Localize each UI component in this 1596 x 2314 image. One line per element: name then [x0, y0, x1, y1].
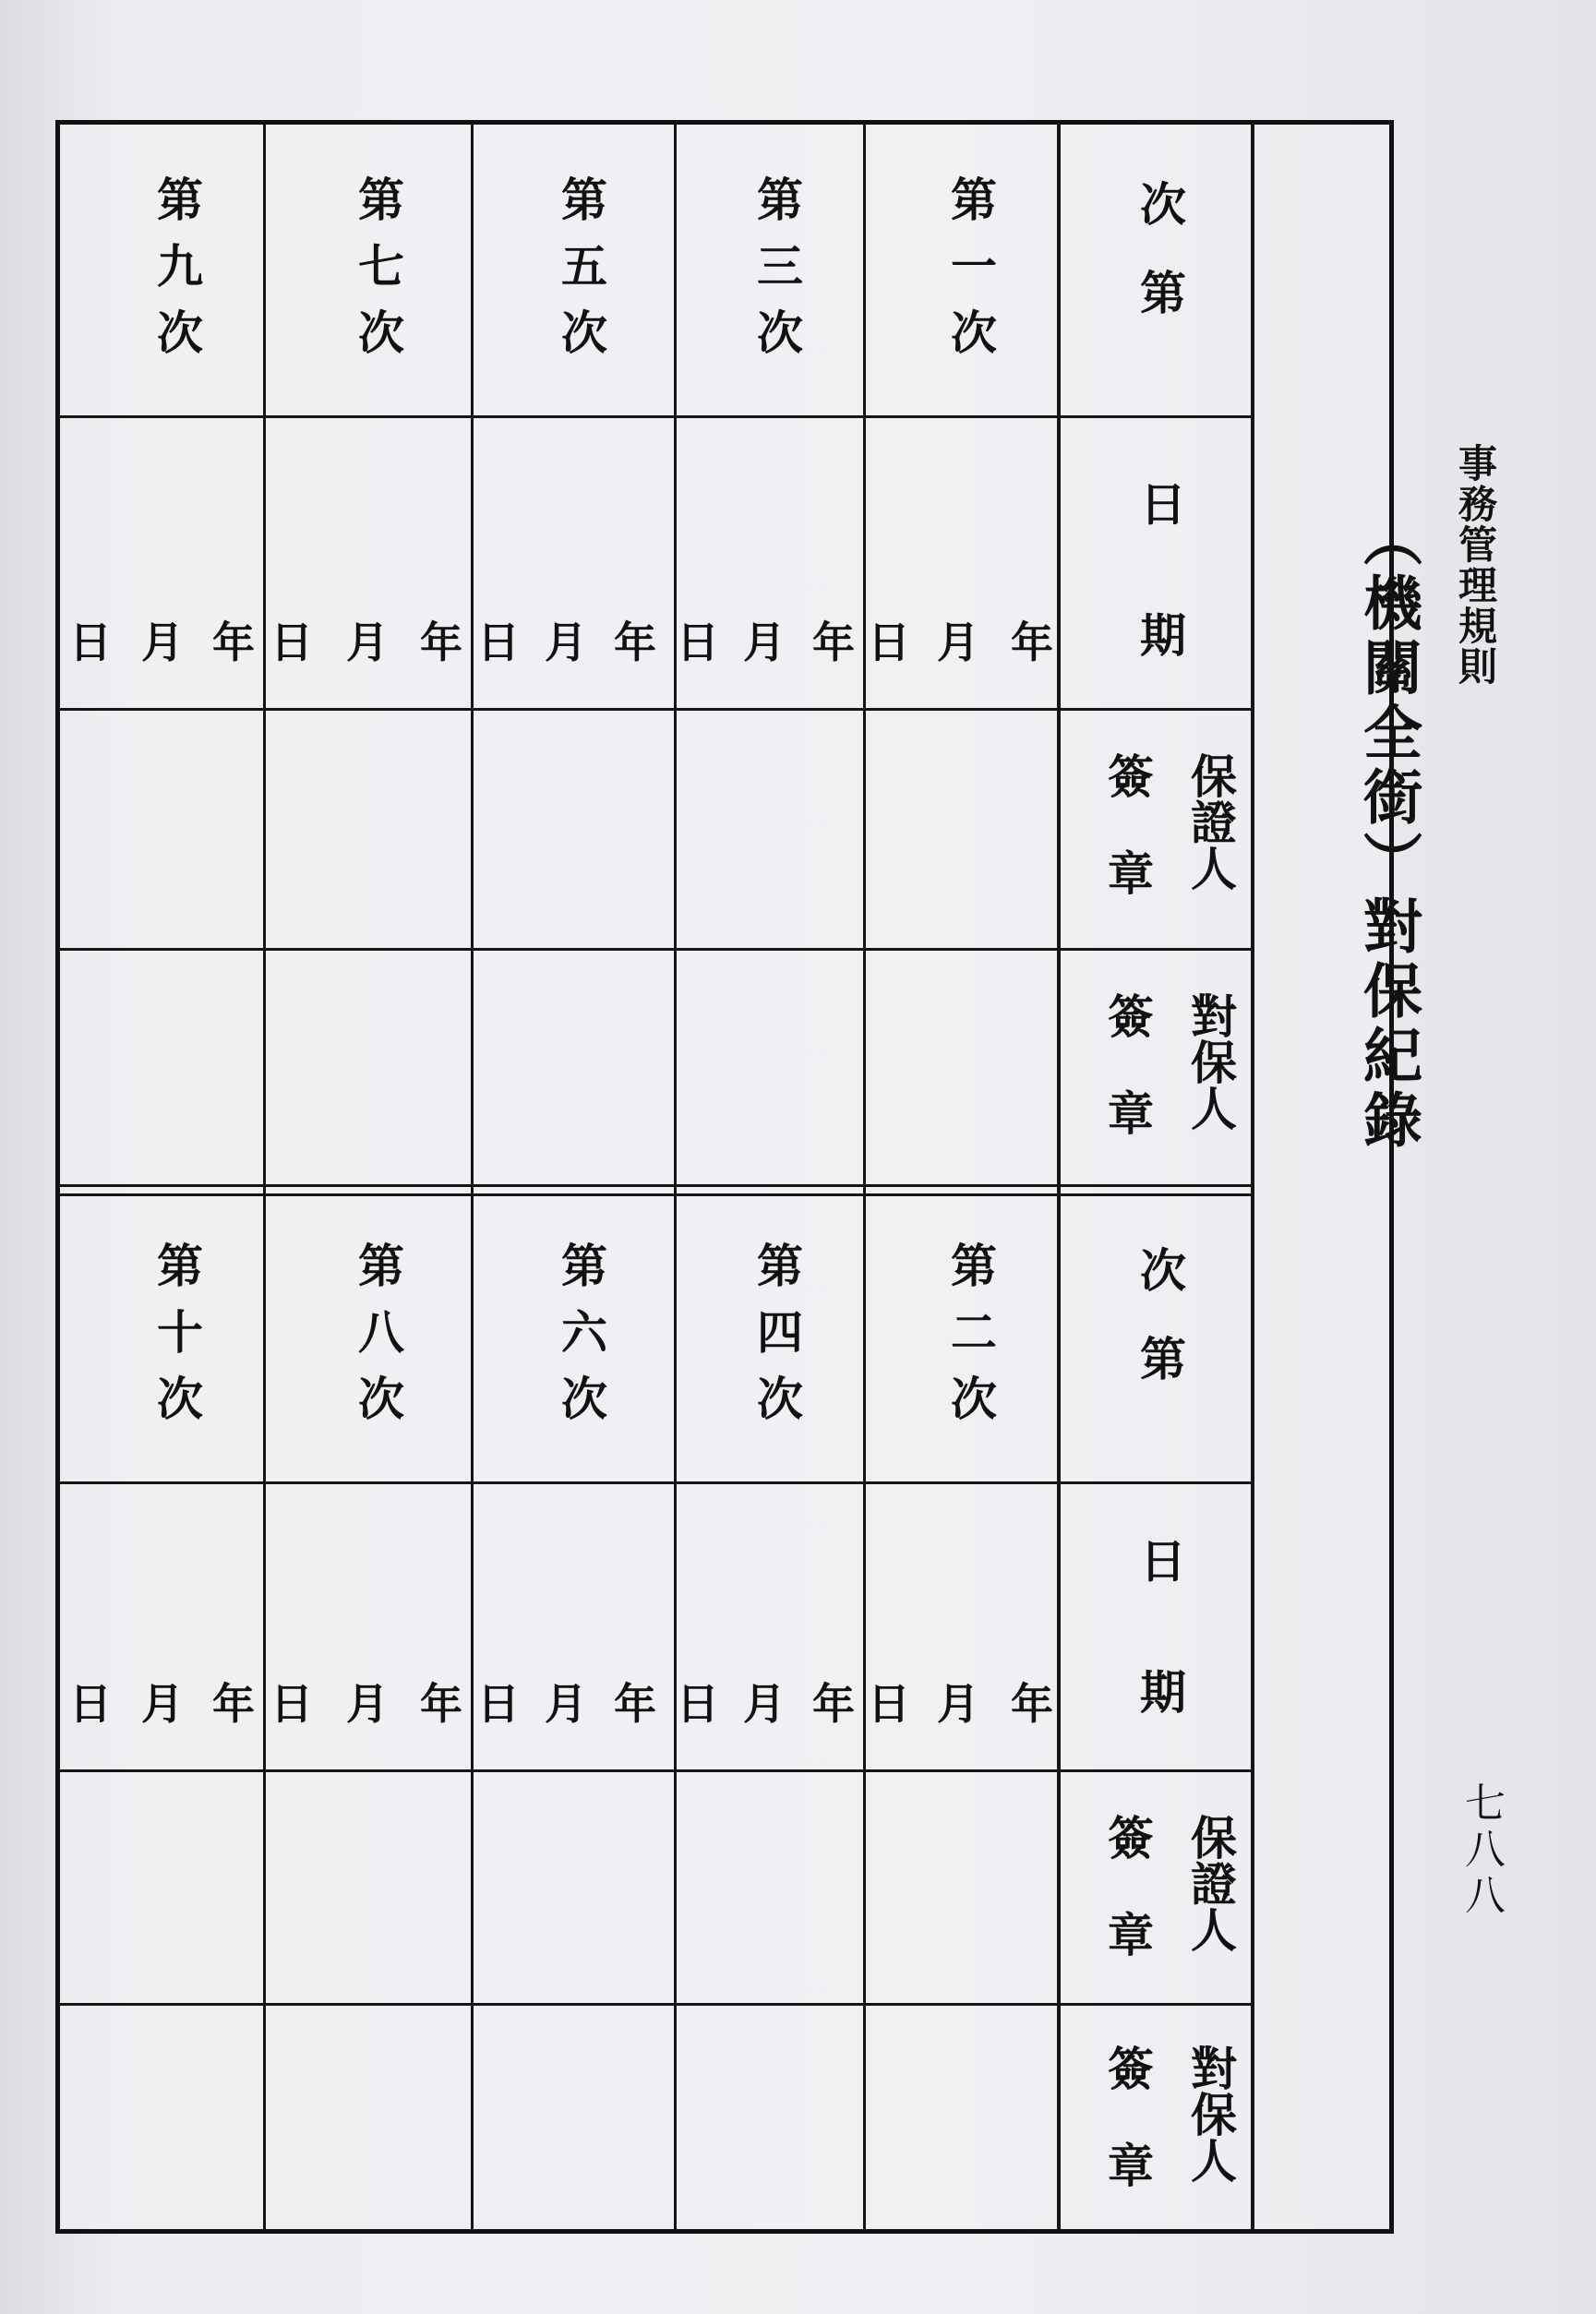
row-divider	[60, 415, 1253, 418]
date-day-label: 日	[677, 1679, 719, 1729]
column-divider	[471, 125, 474, 2229]
header-verifier-title: 對保人	[1183, 992, 1238, 1131]
round-5-label: 第五次	[554, 175, 608, 375]
date-year-label: 年	[420, 617, 462, 667]
date-month-label: 月	[545, 617, 587, 667]
date-day-label: 日	[677, 617, 719, 667]
header-date-label: 日期	[1133, 1537, 1187, 1799]
row-divider	[60, 708, 1253, 711]
round-7-label: 第七次	[351, 175, 405, 375]
date-month-label: 月	[937, 1679, 979, 1729]
date-day-label: 日	[69, 617, 112, 667]
guarantee-record-form	[55, 120, 1422, 2238]
row-divider	[60, 1769, 1253, 1772]
date-day-label: 日	[270, 617, 313, 667]
date-month-label: 月	[545, 1679, 587, 1729]
date-month-label: 月	[346, 1679, 389, 1729]
column-divider	[863, 125, 866, 2229]
column-divider	[674, 125, 677, 2229]
date-year-label: 年	[420, 1679, 462, 1729]
date-year-label: 年	[212, 617, 255, 667]
header-guarantor-sign: 簽章	[1100, 752, 1155, 946]
date-month-label: 月	[743, 1679, 786, 1729]
date-day-label: 日	[477, 617, 520, 667]
header-verifier-title: 對保人	[1183, 2044, 1238, 2183]
round-8-label: 第八次	[351, 1241, 405, 1441]
date-day-label: 日	[868, 1679, 910, 1729]
round-2-label: 第二次	[943, 1241, 998, 1441]
round-1-label: 第一次	[943, 175, 998, 375]
date-year-label: 年	[212, 1679, 255, 1729]
date-year-label: 年	[614, 617, 656, 667]
round-3-label: 第三次	[750, 175, 804, 375]
header-verifier-sign: 簽章	[1100, 2044, 1155, 2238]
round-6-label: 第六次	[554, 1241, 608, 1441]
page-number: 七八八	[1458, 1781, 1505, 1920]
date-month-label: 月	[743, 617, 786, 667]
date-day-label: 日	[270, 1679, 313, 1729]
date-month-label: 月	[937, 617, 979, 667]
section-divider	[60, 1193, 1253, 1196]
date-month-label: 月	[141, 1679, 184, 1729]
date-month-label: 月	[346, 617, 389, 667]
row-divider	[60, 1481, 1253, 1484]
header-guarantor-sign: 簽章	[1100, 1814, 1155, 2008]
header-round-label: 次第	[1133, 1246, 1187, 1423]
form-title: （機關全銜）對保紀錄	[1353, 508, 1422, 1154]
column-divider	[263, 125, 266, 2229]
date-month-label: 月	[141, 617, 184, 667]
row-divider	[60, 2003, 1253, 2006]
header-column-divider	[1057, 125, 1061, 2229]
date-year-label: 年	[1011, 617, 1053, 667]
row-divider	[60, 948, 1253, 951]
header-guarantor-title: 保證人	[1183, 752, 1238, 891]
date-year-label: 年	[812, 1679, 855, 1729]
header-verifier-sign: 簽章	[1100, 992, 1155, 1186]
round-4-label: 第四次	[750, 1241, 804, 1441]
date-year-label: 年	[614, 1679, 656, 1729]
date-day-label: 日	[477, 1679, 520, 1729]
section-divider	[60, 1184, 1253, 1187]
header-round-label: 次第	[1133, 180, 1187, 357]
running-header: 事務管理規則	[1453, 443, 1498, 687]
date-year-label: 年	[812, 617, 855, 667]
title-column-divider	[1251, 125, 1254, 2229]
header-guarantor-title: 保證人	[1183, 1814, 1238, 1952]
round-9-label: 第九次	[150, 175, 204, 375]
date-day-label: 日	[868, 617, 910, 667]
date-year-label: 年	[1011, 1679, 1053, 1729]
header-date-label: 日期	[1133, 480, 1187, 742]
date-day-label: 日	[69, 1679, 112, 1729]
round-10-label: 第十次	[150, 1241, 204, 1441]
